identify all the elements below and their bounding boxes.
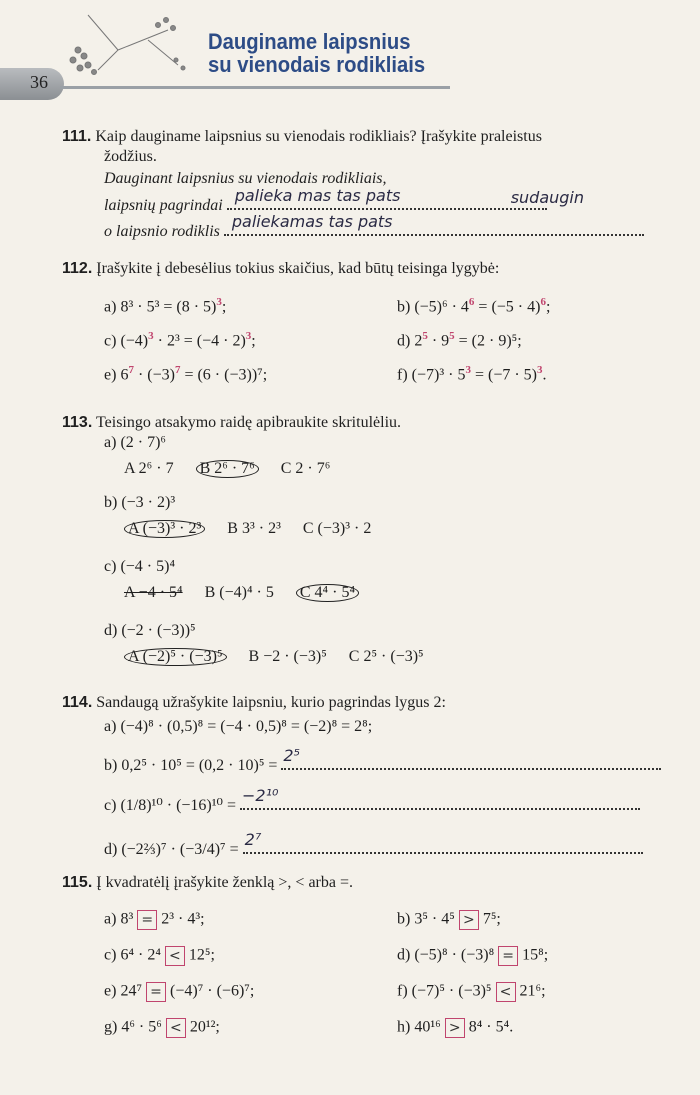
item-115c [104, 946, 215, 966]
item-tail: = (6 · (−3))⁷; [180, 366, 268, 384]
title-line-2: su vienodais rodikliais [208, 52, 426, 77]
item-tail: ; [251, 332, 256, 350]
right-expression: 12⁵; [188, 946, 215, 964]
cloud-answer[interactable]: 3 [216, 296, 222, 308]
options-113a [124, 460, 330, 478]
exercise-113 [62, 414, 680, 684]
exercise-number: 112. [62, 260, 93, 277]
exercise-number: 111. [62, 128, 92, 145]
option-b[interactable]: B −2 · (−3)⁵ [248, 648, 327, 665]
option-a-circled[interactable]: A (−2)⁵ · (−3)⁵ [124, 648, 227, 666]
item-expression-mid: · (−3) [133, 366, 175, 384]
options-113c [124, 584, 359, 602]
item-tail: ; [221, 298, 227, 316]
question-text: Teisingo atsakymo raidę apibraukite skritulėliu. [95, 414, 402, 431]
sign-box[interactable]: < [496, 982, 516, 1002]
cloud-answer[interactable]: 6 [540, 296, 546, 308]
item-115b [397, 910, 501, 930]
left-expression: 40¹⁶ [414, 1018, 441, 1036]
question-text: Sandaugą užrašykite laipsniu, kurio pagrindas lygus 2: [96, 694, 446, 711]
cloud-answer[interactable]: 3 [465, 364, 471, 376]
right-expression: 20¹²; [189, 1018, 220, 1036]
option-a-circled[interactable]: A (−3)³ · 2³ [124, 520, 205, 538]
item-expression-mid: = (−7 · 5) [470, 366, 537, 384]
item-label: b) [397, 910, 411, 928]
option-a-crossed[interactable]: A −4 · 5⁴ [124, 584, 183, 601]
item-expression: (−4) [120, 332, 149, 350]
item-expression: (−4)⁸ · (0,5)⁸ = (−4 · 0,5)⁸ = (−2)⁸ = 2⁸; [120, 718, 373, 735]
option-c[interactable]: C 2⁵ · (−3)⁵ [348, 648, 424, 665]
item-expression-mid: = (−5 · 4) [474, 298, 541, 316]
item-114a [104, 718, 372, 736]
item-label: b) [104, 757, 118, 774]
rule-line-3: o laipsnio rodiklis [104, 223, 220, 240]
item-115d [397, 946, 548, 966]
berry-branch-illustration [58, 10, 198, 80]
item-label: a) [104, 910, 117, 928]
option-c[interactable]: C (−3)³ · 2 [302, 520, 372, 537]
item-115a [104, 910, 205, 930]
cloud-answer[interactable]: 7 [174, 364, 181, 376]
item-112e [104, 364, 267, 384]
header-rule [60, 86, 450, 89]
sign-box[interactable]: < [165, 946, 185, 966]
item-label: h) [397, 1018, 411, 1036]
left-expression: 6⁴ · 2⁴ [120, 946, 161, 964]
item-115e [104, 982, 254, 1002]
item-label: f) [397, 982, 408, 1000]
option-c[interactable]: C 2 · 7⁶ [280, 460, 331, 477]
exercise-111 [62, 128, 680, 258]
item-label: d) [104, 841, 118, 858]
item-label: d) [104, 622, 118, 639]
item-114c [104, 786, 640, 815]
item-tail: . [542, 366, 547, 384]
left-expression: 4⁶ · 5⁶ [121, 1018, 162, 1036]
option-c-circled[interactable]: C 4⁴ · 5⁴ [296, 584, 359, 602]
sign-box[interactable]: < [166, 1018, 186, 1038]
item-expression: 8³ · 5³ = (8 · 5) [120, 298, 217, 316]
item-label: a) [104, 718, 117, 735]
answer-blank[interactable] [281, 746, 661, 770]
page-number: 36 [30, 72, 48, 92]
option-b-circled[interactable]: B 2⁶ · 7⁶ [196, 460, 259, 478]
item-expression: (−2⅔)⁷ · (−3/4)⁷ = [121, 841, 239, 858]
item-expression: (−5)⁶ · 4 [414, 298, 469, 316]
handwritten-answer: 2⁵ [283, 746, 301, 765]
item-expression: (−7)³ · 5 [411, 366, 466, 384]
item-label: c) [104, 558, 117, 575]
handwritten-answer-2: paliekamas tas pats [231, 212, 393, 231]
answer-blank[interactable] [240, 786, 640, 810]
sign-box[interactable]: = [498, 946, 518, 966]
item-114b [104, 746, 661, 775]
item-label: e) [104, 982, 117, 1000]
item-113b [104, 494, 175, 512]
right-expression: 15⁸; [522, 946, 549, 964]
item-expression-mid: · 9 [427, 332, 450, 350]
option-a[interactable]: A 2⁶ · 7 [124, 460, 174, 477]
right-expression: (−4)⁷ · (−6)⁷; [170, 982, 255, 1000]
left-expression: (−5)⁸ · (−3)⁸ [414, 946, 495, 964]
question-text-cont: žodžius. [104, 148, 157, 165]
item-114d [104, 830, 643, 859]
item-expression: 6 [120, 366, 129, 384]
item-113c [104, 558, 175, 576]
item-expression: (1/8)¹⁰ · (−16)¹⁰ = [120, 797, 236, 814]
sign-box[interactable]: > [445, 1018, 465, 1038]
item-label: d) [397, 332, 411, 350]
handwritten-answer-1b: sudaugin [510, 188, 585, 207]
handwritten-answer: 2⁷ [244, 830, 262, 849]
sign-box[interactable]: > [459, 910, 479, 930]
item-label: c) [104, 946, 117, 964]
question-text: Į kvadratėlį įrašykite ženklą >, < arba =. [96, 874, 354, 891]
sign-box[interactable]: = [146, 982, 166, 1002]
item-tail: ; [545, 298, 551, 316]
rule-line-1: Dauginant laipsnius su vienodais rodikliais, [104, 170, 387, 187]
cloud-answer[interactable]: 7 [128, 364, 134, 376]
item-113a [104, 434, 166, 452]
option-b[interactable]: B 3³ · 2³ [227, 520, 281, 537]
exercise-number: 115. [62, 874, 93, 891]
item-115h [397, 1018, 513, 1038]
answer-blank[interactable] [243, 830, 643, 854]
item-expression: (−2 · (−3))⁵ [121, 622, 196, 639]
left-expression: 24⁷ [120, 982, 143, 1000]
item-expression: (2 · 7)⁶ [120, 434, 166, 451]
question-text: Įrašykite į debesėlius tokius skaičius, kad būtų teisinga lygybė: [96, 260, 500, 277]
item-expression: (−4 · 5)⁴ [120, 558, 176, 575]
right-expression: 2³ · 4³; [161, 910, 205, 928]
answer-blank-2[interactable] [224, 212, 644, 236]
item-112a [104, 296, 226, 316]
exercise-115 [62, 874, 680, 1074]
item-112f [397, 364, 547, 384]
right-expression: 7⁵; [482, 910, 501, 928]
item-label: c) [104, 332, 117, 350]
item-115f [397, 982, 546, 1002]
item-label: g) [104, 1018, 118, 1036]
cloud-answer[interactable]: 6 [468, 296, 475, 308]
exercise-number: 113. [62, 414, 93, 431]
options-113b [124, 520, 371, 538]
item-expression: (−3 · 2)³ [121, 494, 176, 511]
left-expression: 8³ [120, 910, 134, 928]
cloud-answer[interactable]: 5 [449, 330, 455, 342]
item-label: d) [397, 946, 411, 964]
item-label: a) [104, 298, 117, 316]
cloud-answer[interactable]: 3 [245, 330, 252, 342]
item-label: b) [104, 494, 118, 511]
options-113d [124, 648, 424, 666]
handwritten-answer-1: palieka mas tas pats [234, 186, 401, 205]
sign-box[interactable]: = [137, 910, 157, 930]
left-expression: (−7)⁵ · (−3)⁵ [411, 982, 492, 1000]
item-label: a) [104, 434, 117, 451]
left-expression: 3⁵ · 4⁵ [414, 910, 455, 928]
page-title [208, 30, 425, 76]
item-expression: 0,2⁵ · 10⁵ = (0,2 · 10)⁵ = [121, 757, 278, 774]
option-b[interactable]: B (−4)⁴ · 5 [204, 584, 274, 601]
title-line-1: Dauginame laipsnius [208, 29, 411, 54]
item-112c [104, 330, 256, 350]
item-expression: 2 [414, 332, 423, 350]
right-expression: 8⁴ · 5⁴. [468, 1018, 514, 1036]
exercise-114 [62, 694, 680, 874]
question-text: Kaip dauginame laipsnius su vienodais rodikliais? Įrašykite praleistus [95, 128, 542, 145]
item-115g [104, 1018, 220, 1038]
cloud-answer[interactable]: 3 [148, 330, 154, 342]
item-112d [397, 330, 522, 350]
item-expression-mid: · 2³ = (−4 · 2) [153, 332, 246, 350]
item-label: f) [397, 366, 408, 384]
exercise-number: 114. [62, 694, 93, 711]
item-label: b) [397, 298, 411, 316]
item-112b [397, 296, 550, 316]
answer-blank-1[interactable] [227, 186, 585, 210]
handwritten-answer: −2¹⁰ [242, 786, 279, 805]
item-label: c) [104, 797, 117, 814]
exercise-112 [62, 260, 680, 390]
cloud-answer[interactable]: 5 [422, 330, 428, 342]
item-label: e) [104, 366, 117, 384]
item-tail: = (2 · 9)⁵; [454, 332, 522, 350]
item-113d [104, 622, 196, 640]
right-expression: 21⁶; [519, 982, 546, 1000]
cloud-answer[interactable]: 3 [537, 364, 543, 376]
rule-line-2: laipsnių pagrindai [104, 197, 223, 214]
